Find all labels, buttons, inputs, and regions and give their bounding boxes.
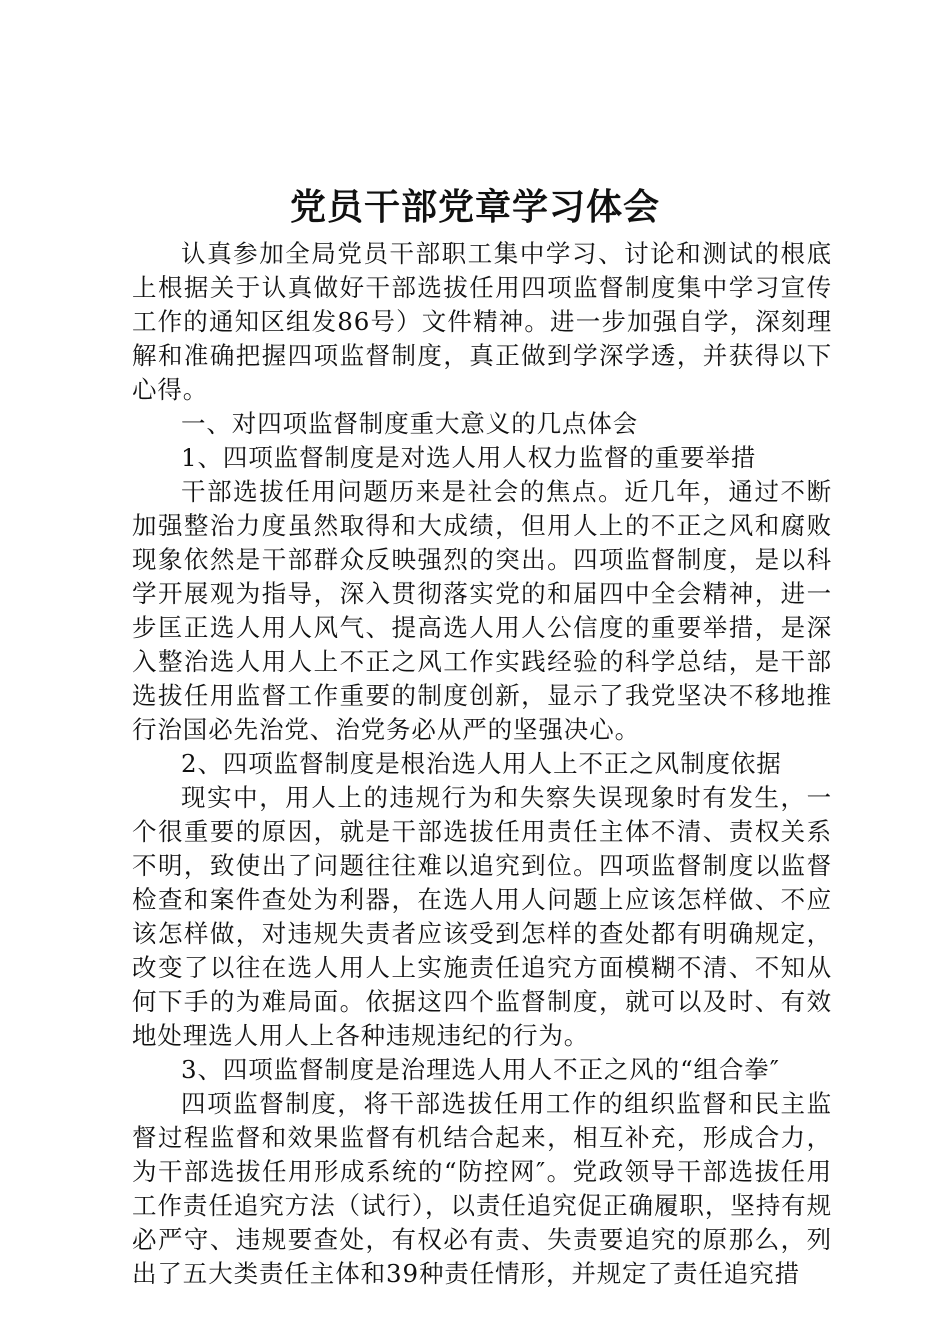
document-title: 党员干部党章学习体会 [289, 187, 660, 228]
body-paragraph-3: 四项监督制度，将干部选拔任用工作的组织监督和民主监督过程监督和效果监督有机结合起来，相互补充，形成合力，为干部选拔任用形成系统的“防控网″。党政领导干部选拔任用工作责任追究方法（试行），以责任追究促正确履职，坚持有规必严守、违规要查处，有权必有责、失责要追究的原那么，列出了五大类责任主体和39种责任情形，并规定了责任追究措 [132, 1089, 832, 1288]
section-heading: 一、对四项监督制度重大意义的几点体会 [181, 409, 639, 438]
subheading-1: 1、四项监督制度是对选人用人权力监督的重要举措 [181, 443, 757, 472]
intro-paragraph: 认真参加全局党员干部职工集中学习、讨论和测试的根底上根据关于认真做好干部选拔任用四项监督制度集中学习宣传工作的通知区组发86号）文件精神。进一步加强自学，深刻理解和准确把握四项监督制度，真正做到学深学透，并获得以下心得。 [132, 239, 832, 404]
document-body [132, 237, 832, 1291]
body-paragraph-1: 干部选拔任用问题历来是社会的焦点。近几年，通过不断加强整治力度虽然取得和大成绩，但用人上的不正之风和腐败现象依然是干部群众反映强烈的突出。四项监督制度，是以科学开展观为指导，深入贯彻落实党的和届四中全会精神，进一步匡正选人用人风气、提高选人用人公信度的重要举措，是深入整治选人用人上不正之风工作实践经验的科学总结，是干部选拔任用监督工作重要的制度创新，显示了我党坚决不移地推行治国必先治党、治党务必从严的坚强决心。 [132, 477, 832, 744]
subheading-2: 2、四项监督制度是根治选人用人上不正之风制度依据 [181, 749, 782, 778]
body-paragraph-2: 现实中，用人上的违规行为和失察失误现象时有发生，一个很重要的原因，就是干部选拔任用责任主体不清、责权关系不明，致使出了问题往往难以追究到位。四项监督制度以监督检查和案件查处为利器，在选人用人问题上应该怎样做、不应该怎样做，对违规失责者应该受到怎样的查处都有明确规定，改变了以往在选人用人上实施责任追究方面模糊不清、不知从何下手的为难局面。依据这四个监督制度，就可以及时、有效地处理选人用人上各种违规违纪的行为。 [132, 783, 832, 1050]
subheading-3: 3、四项监督制度是治理选人用人不正之风的“组合拳″ [181, 1055, 780, 1084]
